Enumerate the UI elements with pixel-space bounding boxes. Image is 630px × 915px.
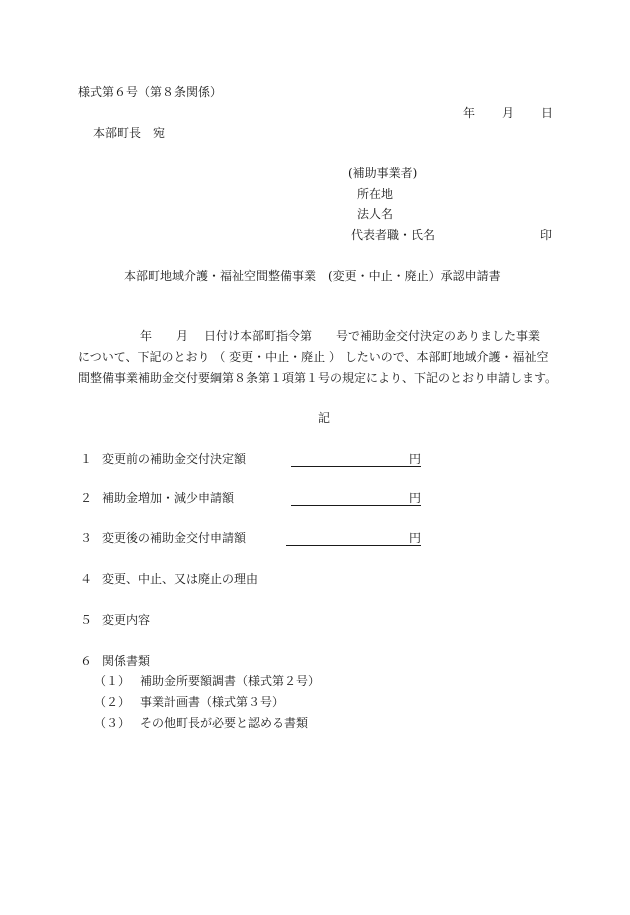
body-month: 月 [176, 329, 189, 343]
corporation-label: 法人名 [357, 207, 394, 221]
item-4-number: ４ [80, 572, 93, 586]
date-day-label: 日 [541, 106, 554, 120]
address-label: 所在地 [357, 187, 394, 201]
form-number: 様式第６号（第８条関係） [78, 85, 223, 99]
item-3-amount-field [286, 530, 421, 546]
body-line-1 [78, 328, 578, 344]
item-6-label: 関係書類 [102, 654, 151, 668]
item-6-number: ６ [80, 654, 93, 668]
applicant-heading: (補助事業者) [348, 166, 418, 180]
body-line-2: について、下記のとおり （ 変更・中止・廃止 ） したいので、本部町地域介護・福祉空 [78, 350, 549, 364]
body-decision: 号で補助金交付決定のありました事業 [336, 329, 541, 343]
item-2-amount-field [291, 490, 421, 506]
item-3-label: 変更後の補助金交付申請額 [102, 531, 247, 545]
item-2-label: 補助金増加・減少申請額 [102, 491, 235, 505]
ki-heading: 記 [318, 411, 331, 425]
item-1-unit: 円 [408, 452, 421, 466]
body-year: 年 [140, 329, 153, 343]
date-year-label: 年 [463, 106, 476, 120]
item-3-unit: 円 [408, 531, 421, 545]
doc-3-label: その他町長が必要と認める書類 [140, 716, 309, 730]
item-1-label: 変更前の補助金交付決定額 [102, 452, 247, 466]
document-title: 本部町地域介護・福祉空間整備事業 (変更・中止・廃止）承認申請書 [124, 269, 501, 283]
item-3-number: ３ [80, 531, 93, 545]
addressee: 本部町長 宛 [93, 126, 166, 140]
doc-1-label: 補助金所要額調書（様式第２号） [140, 674, 321, 688]
doc-2-number: （２） [94, 695, 131, 709]
body-line-3: 間整備事業補助金交付要綱第８条第１項第１号の規定により、下記のとおり申請します。 [78, 371, 558, 385]
item-5-number: ５ [80, 613, 93, 627]
representative-label: 代表者職・氏名 [351, 228, 436, 242]
item-5-label: 変更内容 [102, 613, 151, 627]
doc-2-label: 事業計画書（様式第３号） [140, 695, 285, 709]
seal-label: 印 [540, 228, 553, 242]
body-directive: 日付け本部町指令第 [204, 329, 313, 343]
item-1-number: １ [80, 452, 93, 466]
item-4-label: 変更、中止、又は廃止の理由 [102, 572, 259, 586]
date-month-label: 月 [502, 106, 515, 120]
item-2-number: ２ [80, 491, 93, 505]
doc-1-number: （１） [94, 674, 131, 688]
doc-3-number: （３） [94, 716, 131, 730]
item-1-amount-field [291, 451, 421, 467]
item-2-unit: 円 [408, 491, 421, 505]
